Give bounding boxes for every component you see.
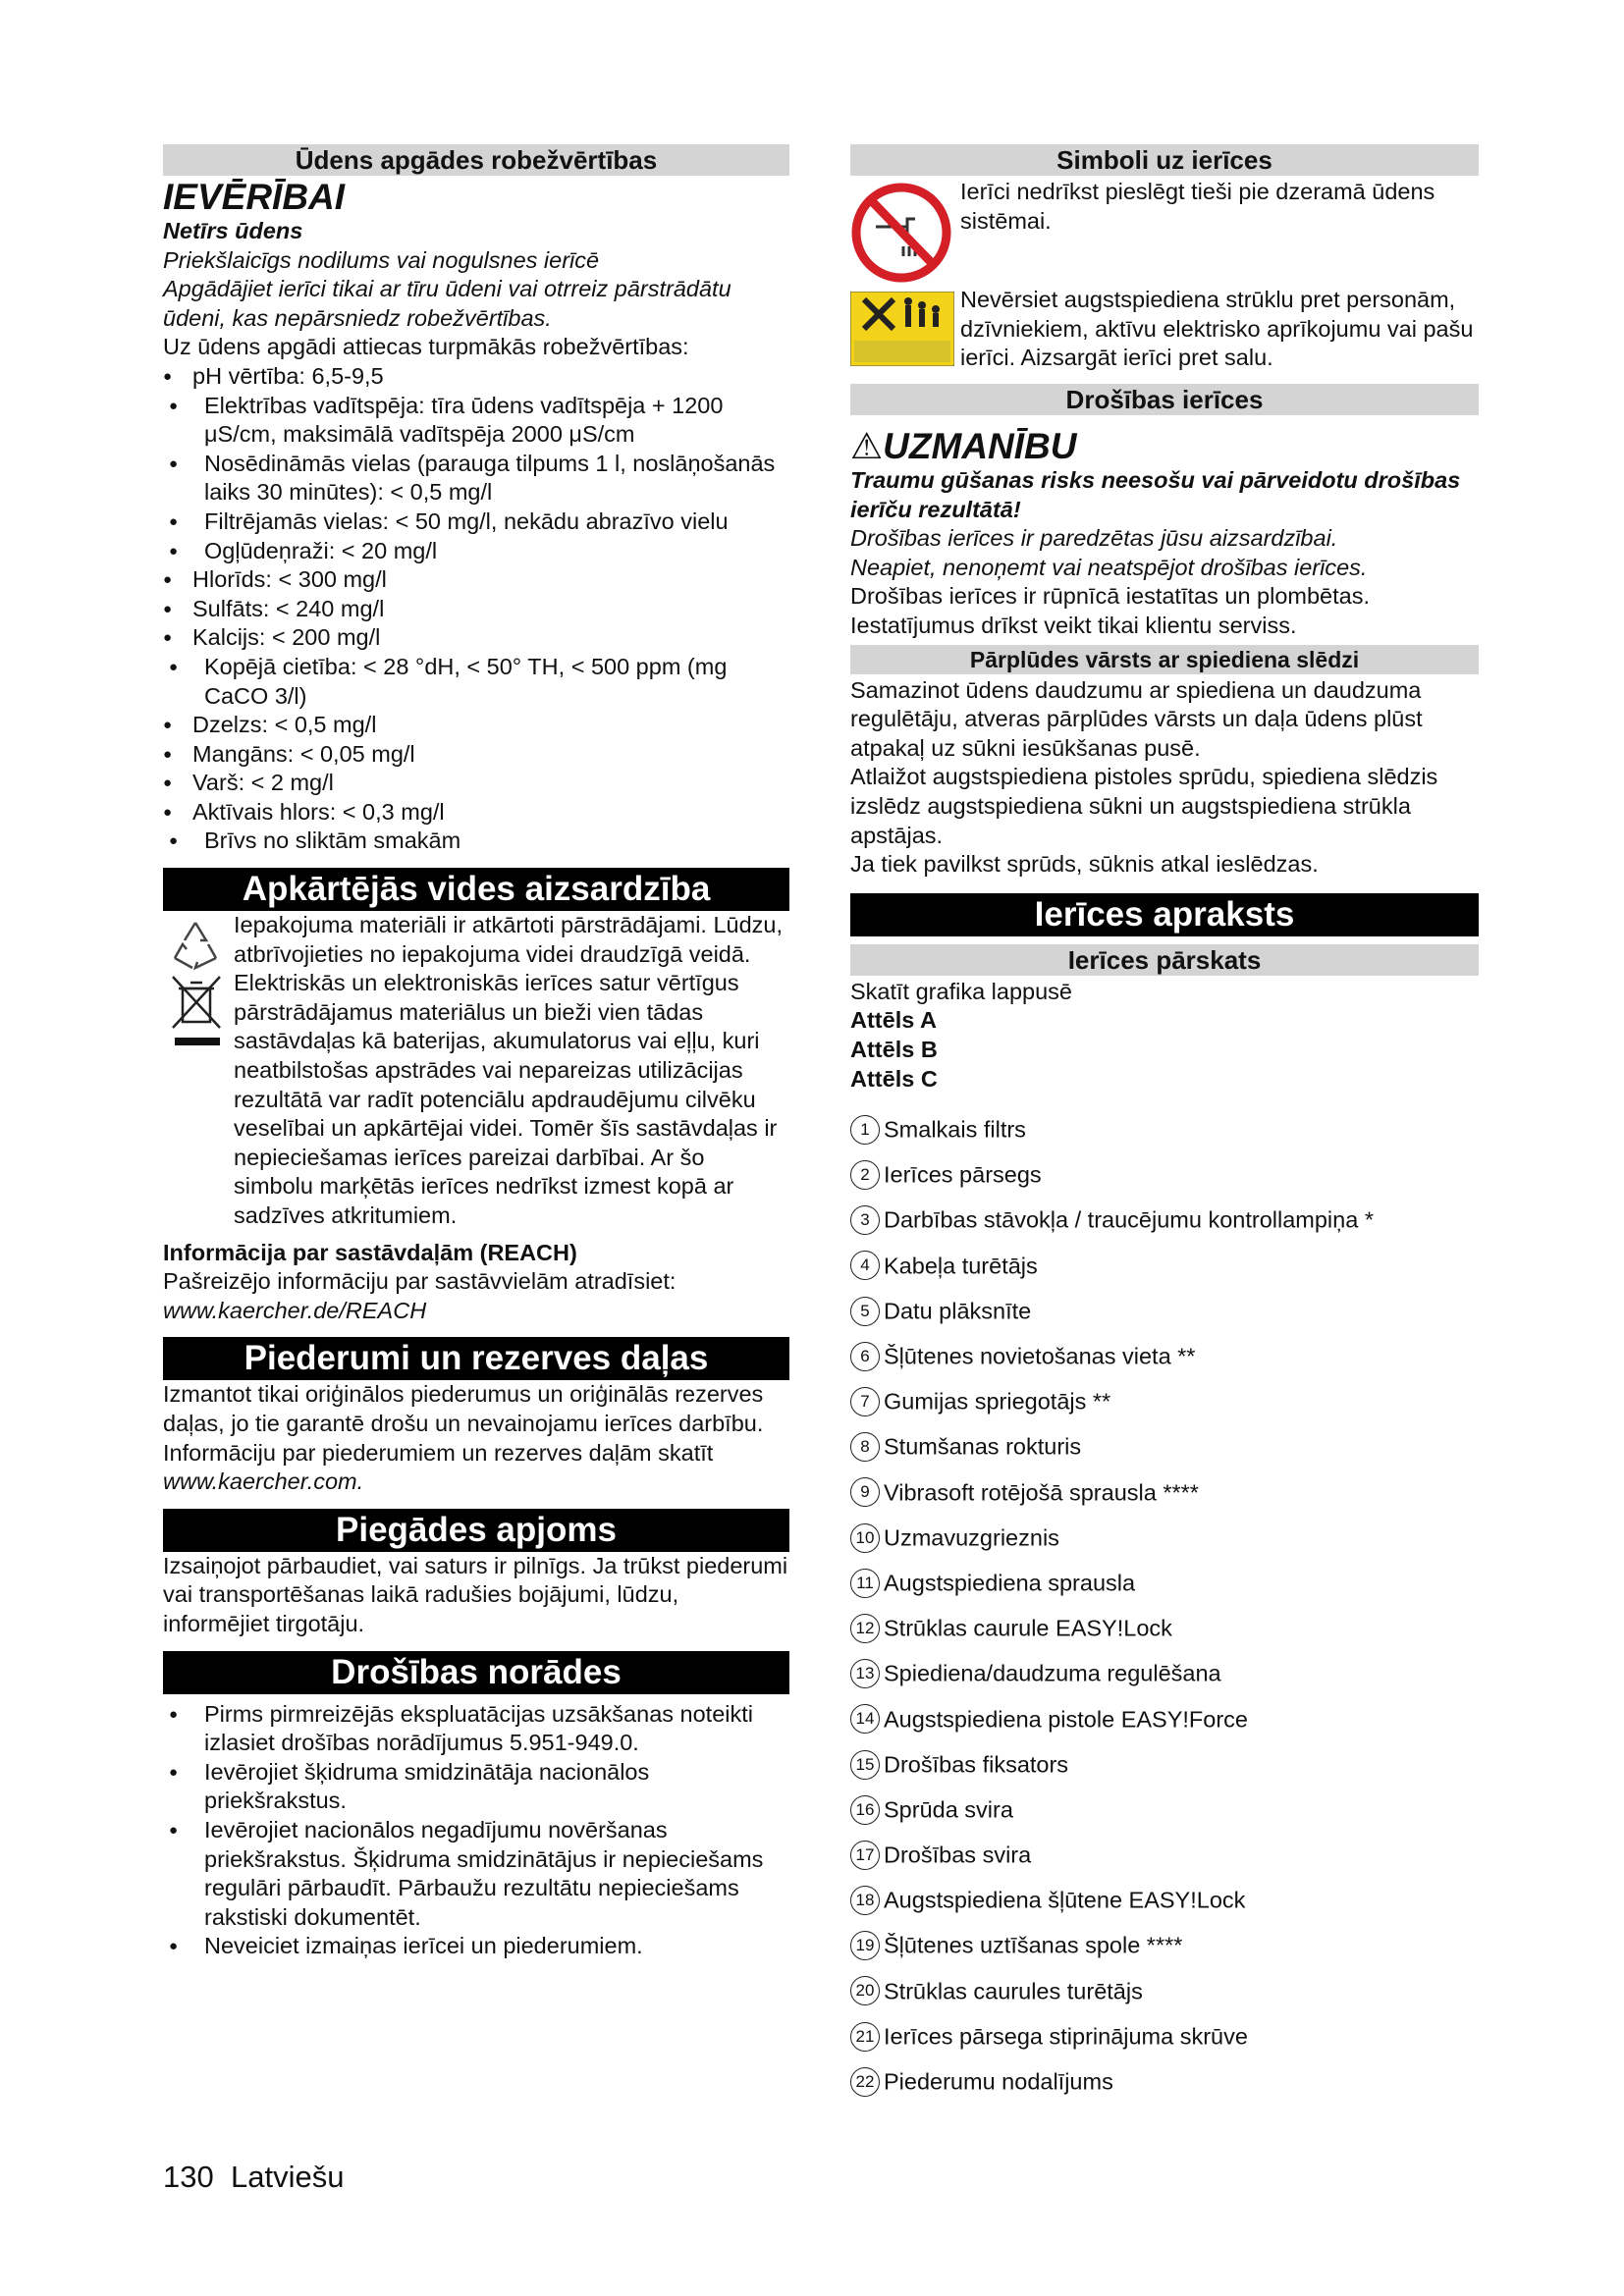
packaging-note [163, 911, 789, 969]
list-item: ● Mangāns: < 0,05 mg/l [163, 740, 789, 770]
part-item: 18 Augstspiediena šļūtene EASY!Lock [850, 1876, 1479, 1921]
part-item: 16 Sprūda svira [850, 1786, 1479, 1831]
left-column [163, 144, 789, 1961]
part-number: 12 [850, 1614, 880, 1643]
list-item: ● Hlorīds: < 300 mg/l [163, 565, 789, 595]
no-drinking-water-icon [850, 182, 952, 289]
part-number: 19 [850, 1931, 880, 1960]
environment-heading: Apkārtējās vides aizsardzība [163, 868, 789, 911]
figure-b: Attēls B [850, 1036, 938, 1062]
part-item: 20 Strūklas caurules turētājs [850, 1967, 1479, 2012]
notice-line-1: Priekšlaicīgs nodilums vai nogulsnes ierīcē [163, 246, 600, 273]
list-item: ● Ogļūdeņraži: < 20 mg/l [163, 537, 789, 566]
part-number: 9 [850, 1477, 880, 1507]
weee-text: Elektriskās un elektroniskās ierīces satur vērtīgus pārstrādājamus materiālus un bieži vien tādas sastāvdaļas kā baterijas, akumulatorus vai eļļu, kuri neatbilstošas apstrādes vai nepareizas utilizācijas rezultātā var radīt potenciālu apdraudējumu cilvēku veselībai un apkārtējai videi. Tomēr šīs sastāvdaļas ir nepieciešamas ierīces pareizai darbībai. Ar šo simbolu marķētās ierīces nedrīkst izmest kopā ar sadzīves atkritumiem. [234, 970, 778, 1228]
description-heading: Ierīces apraksts [850, 893, 1479, 936]
overview-heading: Ierīces pārskats [850, 944, 1479, 976]
list-item: ● Filtrējamās vielas: < 50 mg/l, nekādu abrazīvo vielu [163, 507, 789, 537]
list-item: ● Neveiciet izmaiņas ierīcei un piederumiem. [163, 1932, 789, 1961]
part-number: 5 [850, 1297, 880, 1326]
part-item: 2 Ierīces pārsegs [850, 1150, 1479, 1196]
part-number: 11 [850, 1569, 880, 1598]
part-item: 15 Drošības fiksators [850, 1740, 1479, 1786]
limits-list [163, 362, 789, 856]
footer-language: Latviešu [230, 2160, 345, 2194]
safety-heading: Drošības norādes [163, 1651, 789, 1694]
list-item: ● Ievērojiet nacionālos negadījumu novēršanas priekšrakstus. Šķidruma smidzinātājus ir nepieciešams regulāri pārbaudīt. Pārbaužu rezultātu nepieciešams rakstiski dokumentēt. [163, 1816, 789, 1932]
accessories-text-2: Informāciju par piederumiem un rezerves daļām skatīt [163, 1439, 714, 1466]
valve-text-2: Atlaižot augstspiediena pistoles sprūdu, spiediena slēdzis izslēdz augstspiediena sūkni un augstspiediena strūkla apstājas. [850, 764, 1438, 848]
figure-c: Attēls C [850, 1065, 938, 1092]
part-item: 5 Datu plāksnīte [850, 1287, 1479, 1332]
part-number: 15 [850, 1750, 880, 1780]
accessories-heading: Piederumi un rezerves daļas [163, 1337, 789, 1380]
part-item: 10 Uzmavuzgrieznis [850, 1514, 1479, 1559]
list-item: ● Sulfāts: < 240 mg/l [163, 595, 789, 624]
part-item: 21 Ierīces pārsega stiprinājuma skrūve [850, 2012, 1479, 2057]
symbol1-text: Ierīci nedrīkst pieslēgt tieši pie dzeramā ūdens sistēmai. [960, 179, 1435, 234]
warning-triangle-icon: ⚠ [850, 426, 884, 466]
part-number: 18 [850, 1886, 880, 1915]
part-item: 6 Šļūtenes novietošanas vieta ** [850, 1332, 1479, 1377]
list-item: ● Kalcijs: < 200 mg/l [163, 623, 789, 653]
list-item: ● Dzelzs: < 0,5 mg/l [163, 711, 789, 740]
overview-text: Skatīt grafika lappusē [850, 978, 1072, 1004]
notice-title: IEVĒRĪBAI [163, 177, 346, 217]
symbol-no-jet [850, 286, 1479, 380]
caution-italic-1: Drošības ierīces ir paredzētas jūsu aizsardzībai. [850, 525, 1338, 552]
part-item: 9 Vibrasoft rotējošā sprausla **** [850, 1468, 1479, 1514]
list-item: ● Kopējā cietība: < 28 °dH, < 50° TH, < 500 ppm (mg CaCO 3/l) [163, 653, 789, 711]
parts-list [850, 1105, 1479, 2103]
valve-text-1: Samazinot ūdens daudzumu ar spiediena un daudzuma regulētāju, atveras pārplūdes vārsts un daļa ūdens plūst atpakaļ uz sūkni iesūkšanas pusē. [850, 676, 1423, 761]
list-item: ● Aktīvais hlors: < 0,3 mg/l [163, 798, 789, 828]
part-number: 2 [850, 1160, 880, 1190]
part-number: 8 [850, 1432, 880, 1462]
part-item: 8 Stumšanas rokturis [850, 1422, 1479, 1468]
symbols-heading: Simboli uz ierīces [850, 144, 1479, 176]
caution-text: Drošības ierīces ir rūpnīcā iestatītas un plombētas. Iestatījumus drīkst veikt tikai klientu serviss. [850, 583, 1370, 638]
caution-italic-2: Neapiet, nenoņemt vai neatspējot drošības ierīces. [850, 554, 1368, 580]
part-number: 1 [850, 1115, 880, 1145]
symbol2-text: Nevērsiet augstspiediena strūklu pret personām, dzīvniekiem, aktīvu elektrisko aprīkojumu vai pašu ierīci. Aizsargāt ierīci pret salu. [960, 287, 1474, 371]
valve-heading: Pārplūdes vārsts ar spiediena slēdzi [850, 645, 1479, 674]
part-item: 1 Smalkais filtrs [850, 1105, 1479, 1150]
part-item: 7 Gumijas spriegotājs ** [850, 1377, 1479, 1422]
part-number: 20 [850, 1976, 880, 2005]
valve-text-3: Ja tiek pavilkst sprūds, sūknis atkal ieslēdzas. [850, 851, 1319, 878]
notice-subtitle: Netīrs ūdens [163, 218, 303, 243]
part-item: 13 Spiediena/daudzuma regulēšana [850, 1649, 1479, 1694]
part-number: 16 [850, 1795, 880, 1825]
no-jet-warning-icon [850, 292, 954, 371]
list-item: ● Brīvs no sliktām smakām [163, 827, 789, 856]
list-item: ● Pirms pirmreizējās ekspluatācijas uzsākšanas noteikti izlasiet drošības norādījumus 5.951-949.0. [163, 1700, 789, 1758]
scope-text: Izsaiņojot pārbaudiet, vai saturs ir pilnīgs. Ja trūkst piederumi vai transportēšanas laikā radušies bojājumi, lūdzu, informējiet tirgotāju. [163, 1552, 788, 1636]
part-number: 4 [850, 1251, 880, 1280]
crossed-bin-icon [169, 971, 226, 1056]
scope-heading: Piegādes apjoms [163, 1509, 789, 1552]
weee-note [163, 969, 789, 1230]
right-column [850, 144, 1479, 2103]
page-number: 130 [163, 2160, 214, 2194]
part-number: 10 [850, 1523, 880, 1553]
safety-devices-heading: Drošības ierīces [850, 384, 1479, 415]
part-item: 14 Augstspiediena pistole EASY!Force [850, 1695, 1479, 1740]
part-item: 22 Piederumu nodalījums [850, 2057, 1479, 2103]
part-number: 17 [850, 1841, 880, 1870]
part-item: 17 Drošības svira [850, 1831, 1479, 1876]
part-number: 14 [850, 1704, 880, 1734]
part-number: 7 [850, 1387, 880, 1416]
part-number: 3 [850, 1205, 880, 1235]
caution-bold: Traumu gūšanas risks neesošu vai pārveidotu drošības ierīču rezultātā! [850, 467, 1461, 522]
packaging-text: Iepakojuma materiāli ir atkārtoti pārstrādājami. Lūdzu, atbrīvojieties no iepakojuma videi draudzīgā veidā. [234, 912, 784, 967]
part-item: 12 Strūklas caurule EASY!Lock [850, 1604, 1479, 1649]
page-footer [163, 2160, 344, 2195]
figure-a: Attēls A [850, 1007, 937, 1034]
reach-title: Informācija par sastāvdaļām (REACH) [163, 1239, 577, 1265]
list-item: ● pH vērtība: 6,5-9,5 [163, 362, 789, 392]
part-number: 22 [850, 2067, 880, 2097]
safety-list [163, 1700, 789, 1961]
part-item: 3 Darbības stāvokļa / traucējumu kontrollampiņa * [850, 1196, 1479, 1241]
list-item: ● Elektrības vadītspēja: tīra ūdens vadītspēja + 1200 μS/cm, maksimālā vadītspēja 2000 μS/cm [163, 392, 789, 450]
list-item: ● Ievērojiet šķidruma smidzinātāja nacionālos priekšrakstus. [163, 1758, 789, 1816]
list-item: ● Nosēdināmās vielas (parauga tilpums 1 l, noslāņošanās laiks 30 minūtes): < 0,5 mg/l [163, 450, 789, 507]
notice-line-2: Apgādājiet ierīci tikai ar tīru ūdeni vai otrreiz pārstrādātu ūdeni, kas nepārsniedz robežvērtības. [163, 276, 731, 331]
part-item: 11 Augstspiediena sprausla [850, 1559, 1479, 1604]
part-item: 19 Šļūtenes uztīšanas spole **** [850, 1921, 1479, 1966]
part-item: 4 Kabeļa turētājs [850, 1242, 1479, 1287]
list-item: ● Varš: < 2 mg/l [163, 769, 789, 798]
part-number: 21 [850, 2022, 880, 2052]
water-limits-heading: Ūdens apgādes robežvērtības [163, 144, 789, 176]
accessories-text-1: Izmantot tikai oriģinālos piederumus un oriģinālās rezerves daļas, jo tie garantē drošu un nevainojamu ierīces darbību. [163, 1381, 764, 1436]
limits-intro: Uz ūdens apgādi attiecas turpmākās robežvērtības: [163, 334, 689, 360]
accessories-link[interactable]: www.kaercher.com. [163, 1468, 364, 1495]
part-number: 13 [850, 1659, 880, 1688]
part-number: 6 [850, 1342, 880, 1371]
reach-link[interactable]: www.kaercher.de/REACH [163, 1297, 427, 1323]
reach-text: Pašreizējo informāciju par sastāvvielām atradīsiet: [163, 1268, 677, 1295]
symbol-no-drinking-water [850, 178, 1479, 286]
caution-title: ⚠UZMANĪBU [850, 426, 1077, 466]
